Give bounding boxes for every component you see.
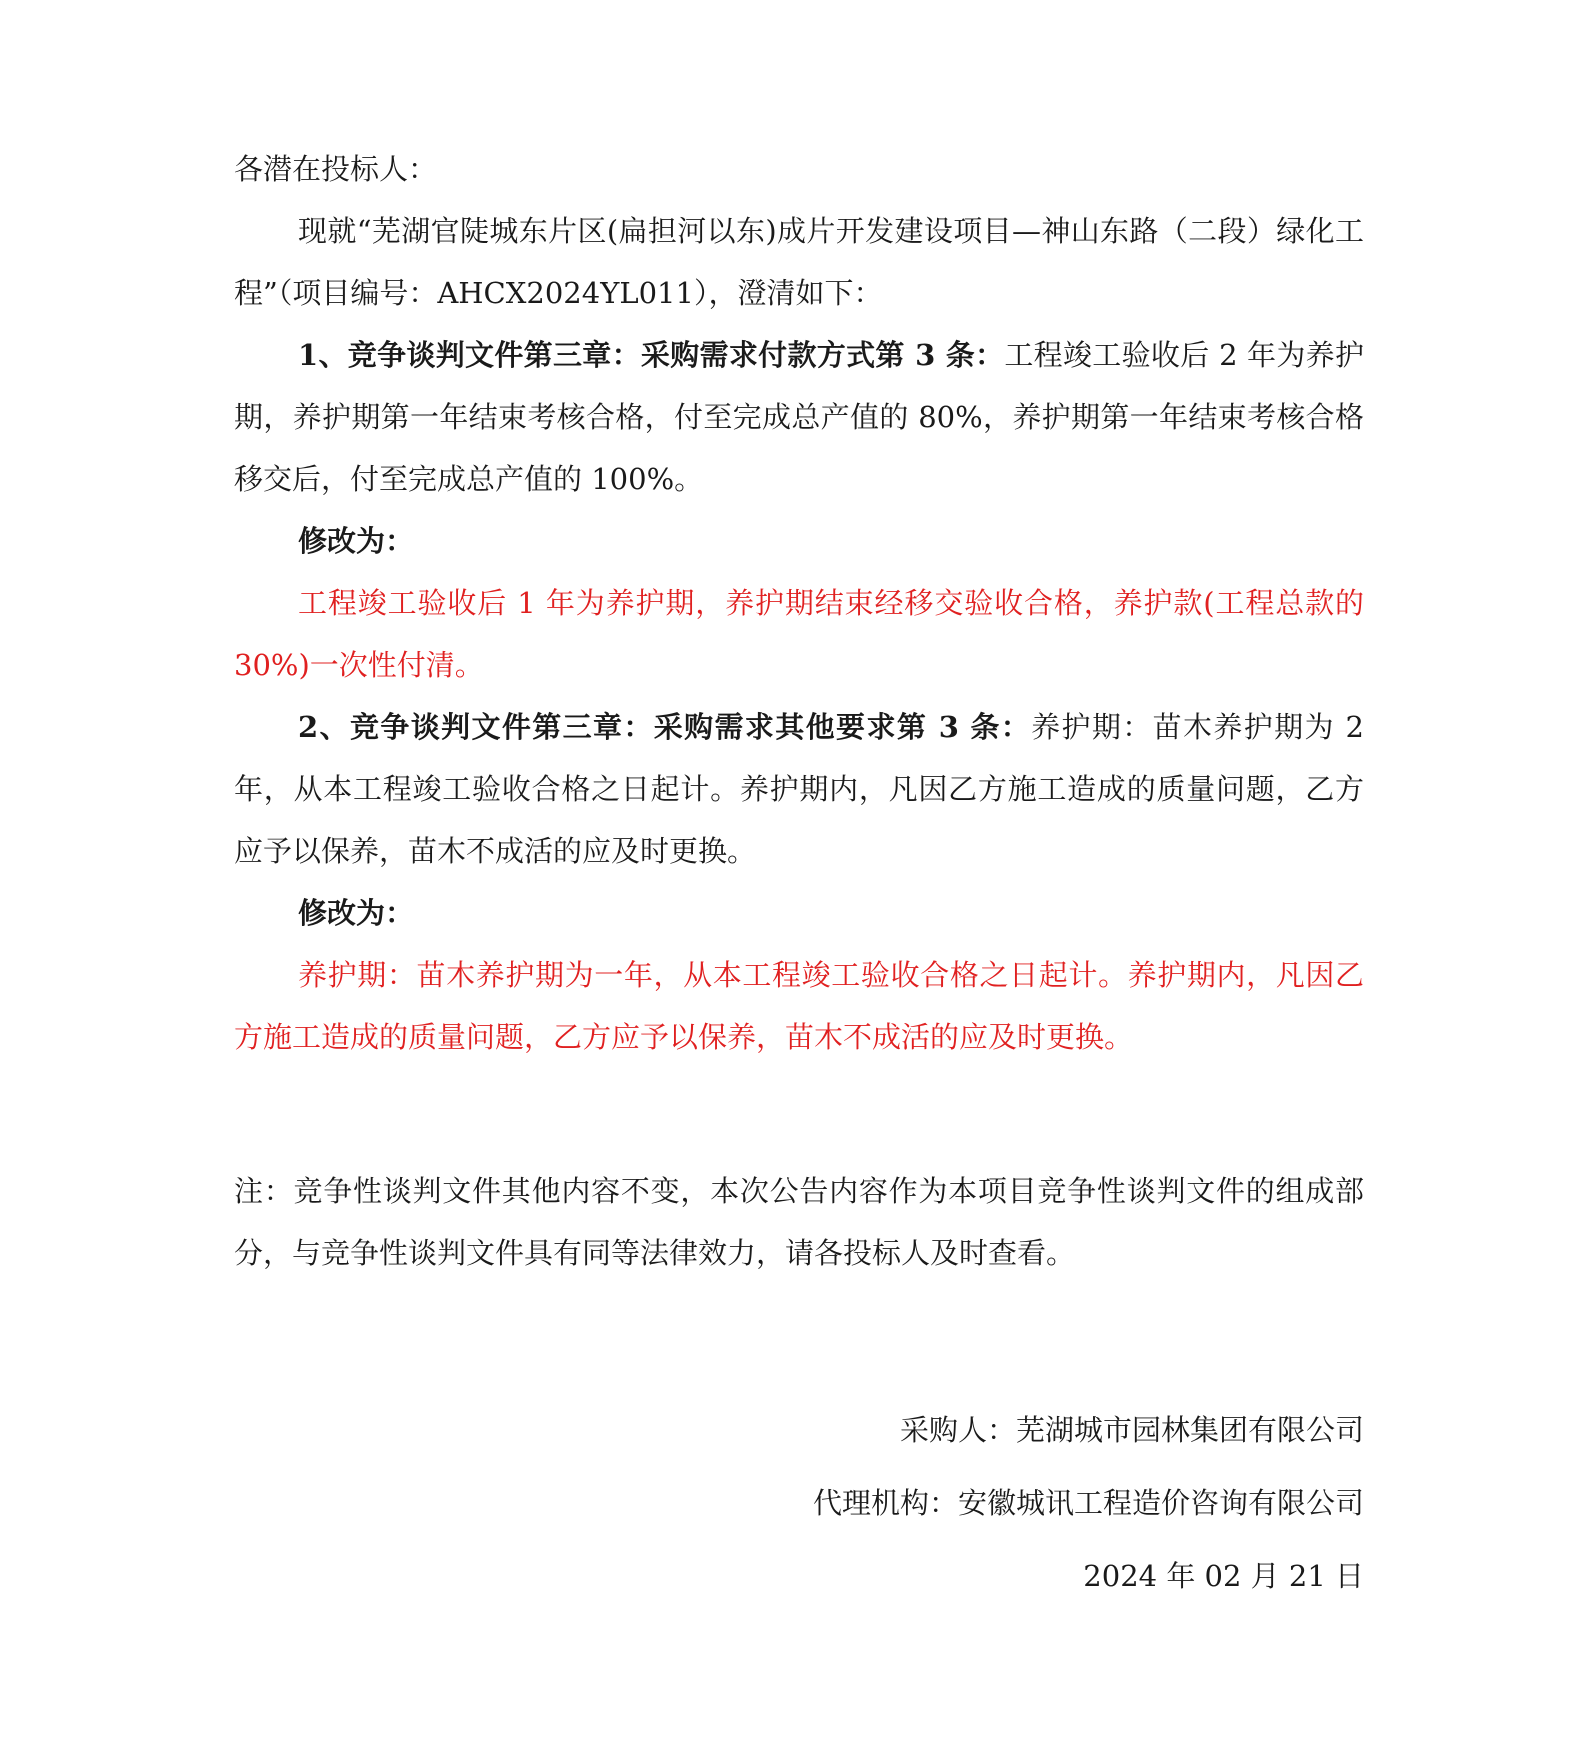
clarification-notice — [234, 138, 1364, 1613]
agency-line: 代理机构：安徽城讯工程造价咨询有限公司 — [812, 1486, 1364, 1520]
item2-heading: 2、竞争谈判文件第三章：采购需求其他要求第 3 条： — [298, 710, 1032, 744]
item2-original-text: 养护期：苗木养护期为 2 年，从本工程竣工验收合格之日起计。养护期内，凡因乙方施工造成的质量问题，乙方应予以保养，苗木不成活的应及时更换。 — [234, 710, 1364, 868]
item1-revised-text: 工程竣工验收后 1 年为养护期，养护期结束经移交验收合格，养护款(工程总款的 30%)一次性付清。 — [234, 586, 1364, 682]
item1-modify-label: 修改为： — [298, 524, 415, 558]
note-paragraph: 注：竞争性谈判文件其他内容不变，本次公告内容作为本项目竞争性谈判文件的组成部分，与竞争性谈判文件具有同等法律效力，请各投标人及时查看。 — [234, 1174, 1364, 1270]
purchaser-line: 采购人：芜湖城市园林集团有限公司 — [899, 1413, 1364, 1447]
item1-original-text: 工程竣工验收后 2 年为养护期，养护期第一年结束考核合格，付至完成总产值的 80%，养护期第一年结束考核合格移交后，付至完成总产值的 100%。 — [234, 338, 1364, 496]
item1-heading: 1、竞争谈判文件第三章：采购需求付款方式第 3 条： — [298, 338, 1005, 372]
item2-revised-text: 养护期：苗木养护期为一年，从本工程竣工验收合格之日起计。养护期内，凡因乙方施工造成的质量问题，乙方应予以保养，苗木不成活的应及时更换。 — [234, 958, 1364, 1054]
item2-modify-label: 修改为： — [298, 896, 415, 930]
intro-paragraph: 现就“芜湖官陡城东片区(扁担河以东)成片开发建设项目—神山东路（二段）绿化工程”（项目编号：AHCX2024YL011），澄清如下： — [234, 214, 1364, 310]
signature-block — [234, 1394, 1364, 1613]
item1-paragraph — [234, 324, 1364, 510]
item2-paragraph — [234, 696, 1364, 882]
date-line: 2024 年 02 月 21 日 — [1083, 1559, 1364, 1593]
salutation: 各潜在投标人： — [234, 152, 438, 186]
